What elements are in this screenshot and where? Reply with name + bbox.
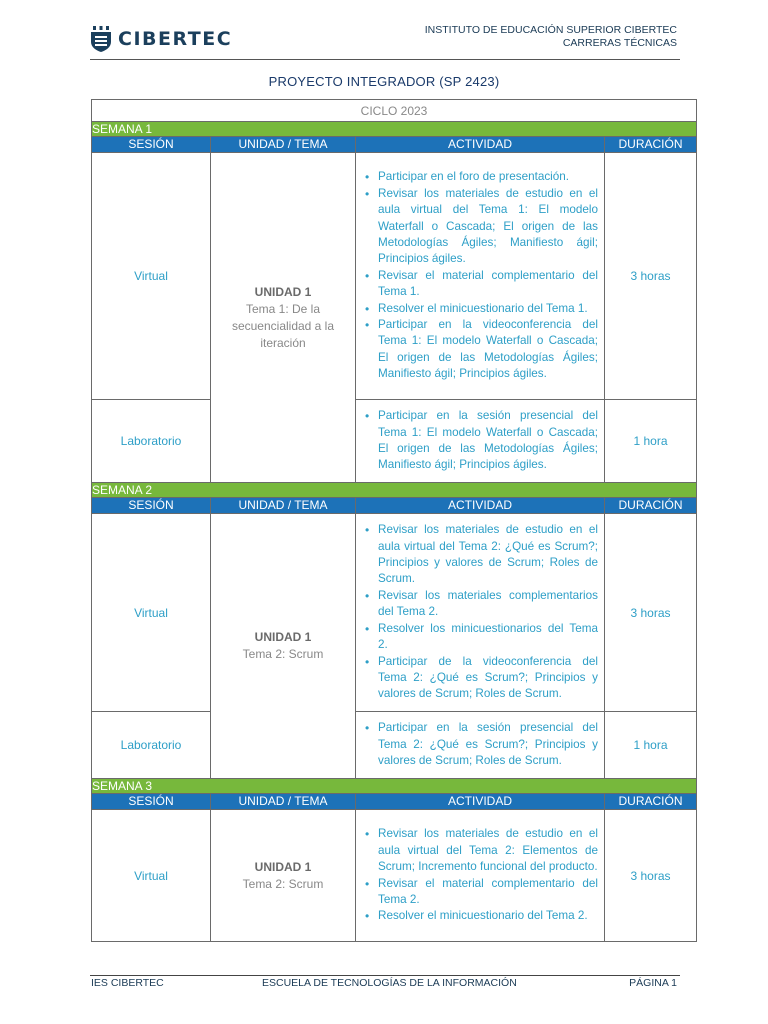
list-item: • Revisar el material complementario del Tema 2. (378, 876, 598, 909)
header-activity: ACTIVIDAD (356, 137, 605, 153)
header-session: SESIÓN (92, 794, 211, 810)
list-item: • Participar en el foro de presentación. (378, 169, 598, 185)
week-label: SEMANA 2 (92, 483, 697, 498)
table-row (92, 810, 697, 942)
shield-icon (90, 26, 112, 52)
duration-cell: 3 horas (605, 153, 697, 400)
header-institution (425, 24, 677, 50)
page-header (0, 0, 768, 62)
list-item: • Revisar los materiales de estudio en el aula virtual del Tema 2: ¿Qué es Scrum?; Principios y valores de Scrum; Roles de Scrum. (378, 522, 598, 588)
footer-divider (90, 975, 680, 976)
header-unit: UNIDAD / TEMA (211, 794, 356, 810)
list-item: • Revisar el material complementario del Tema 1. (378, 268, 598, 301)
activity-cell (356, 400, 605, 483)
footer-left: IES CIBERTEC (91, 977, 164, 989)
column-header-row (92, 137, 697, 153)
unit-cell (211, 514, 356, 779)
schedule-table (91, 99, 697, 942)
footer-page-number: PÁGINA 1 (629, 977, 677, 989)
header-duration: DURACIÓN (605, 794, 697, 810)
activity-cell (356, 514, 605, 712)
header-duration: DURACIÓN (605, 498, 697, 514)
logo-text: CIBERTEC (118, 28, 233, 50)
activity-cell (356, 712, 605, 779)
duration-cell: 3 horas (605, 810, 697, 942)
header-activity: ACTIVIDAD (356, 794, 605, 810)
list-item: • Revisar los materiales de estudio en el aula virtual del Tema 1: El modelo Waterfall o Cascada; El origen de las Metodologías Ágiles; Manifiesto ágil; Principios ágiles. (378, 186, 598, 268)
list-item: • Resolver el minicuestionario del Tema 2. (378, 908, 598, 924)
activity-list (356, 720, 604, 769)
unit-title: UNIDAD 1 (254, 859, 312, 874)
cycle-row (92, 100, 697, 122)
column-header-row (92, 794, 697, 810)
list-item: • Revisar los materiales de estudio en el aula virtual del Tema 2: Elementos de Scrum; Incremento funcional del producto. (378, 826, 598, 875)
header-duration: DURACIÓN (605, 137, 697, 153)
session-cell: Virtual (92, 810, 211, 942)
week-label: SEMANA 3 (92, 779, 697, 794)
page-title: PROYECTO INTEGRADOR (SP 2423) (268, 74, 500, 89)
table-row (92, 514, 697, 712)
unit-cell (211, 153, 356, 483)
activity-cell (356, 153, 605, 400)
activity-cell (356, 810, 605, 942)
unit-title: UNIDAD 1 (254, 630, 312, 644)
list-item: • Resolver el minicuestionario del Tema 1. (378, 301, 598, 317)
cibertec-logo (90, 26, 232, 52)
unit-title: UNIDAD 1 (254, 284, 312, 299)
table-row (92, 153, 697, 400)
session-cell: Laboratorio (92, 712, 211, 779)
week-row (92, 779, 697, 794)
unit-cell (211, 810, 356, 942)
list-item: • Revisar los materiales complementarios del Tema 2. (378, 588, 598, 621)
careers-label: CARRERAS TÉCNICAS (562, 37, 677, 49)
duration-cell: 3 horas (605, 514, 697, 712)
unit-topic: Tema 2: Scrum (242, 876, 324, 891)
institute-name: INSTITUTO DE EDUCACIÓN SUPERIOR CIBERTEC (424, 24, 677, 36)
week-row (92, 483, 697, 498)
week-label: SEMANA 1 (92, 122, 697, 137)
session-cell: Virtual (92, 153, 211, 400)
cycle-label: CICLO 2023 (92, 100, 697, 122)
unit-topic: Tema 2: Scrum (242, 647, 324, 661)
header-activity: ACTIVIDAD (356, 498, 605, 514)
table-row (92, 712, 697, 779)
list-item: • Participar en la sesión presencial del Tema 2: ¿Qué es Scrum?; Principios y valores de Scrum; Roles de Scrum. (378, 720, 598, 769)
activity-list (356, 522, 604, 702)
session-cell: Virtual (92, 514, 211, 712)
list-item: • Participar de la videoconferencia del Tema 2: ¿Qué es Scrum?; Principios y valores de Scrum; Roles de Scrum. (378, 654, 598, 703)
unit-topic: Tema 1: De la secuencialidad a la iteración (231, 301, 335, 350)
list-item: • Participar en la videoconferencia del Tema 1: El modelo Waterfall o Cascada; El origen de las Metodologías Ágiles; Manifiesto ágil; Principios ágiles. (378, 317, 598, 383)
header-divider (90, 59, 680, 60)
list-item: • Participar en la sesión presencial del Tema 1: El modelo Waterfall o Cascada; El origen de las Metodologías Ágiles; Manifiesto ágil; Principios ágiles. (378, 408, 598, 474)
header-session: SESIÓN (92, 498, 211, 514)
activity-list (356, 826, 604, 924)
duration-cell: 1 hora (605, 712, 697, 779)
header-unit: UNIDAD / TEMA (211, 137, 356, 153)
activity-list (356, 408, 604, 474)
header-session: SESIÓN (92, 137, 211, 153)
duration-cell: 1 hora (605, 400, 697, 483)
header-unit: UNIDAD / TEMA (211, 498, 356, 514)
footer-center: ESCUELA DE TECNOLOGÍAS DE LA INFORMACIÓN (262, 977, 517, 989)
activity-list (356, 169, 604, 382)
list-item: • Resolver los minicuestionarios del Tema 2. (378, 621, 598, 654)
week-row (92, 122, 697, 137)
table-row (92, 400, 697, 483)
column-header-row (92, 498, 697, 514)
session-cell: Laboratorio (92, 400, 211, 483)
